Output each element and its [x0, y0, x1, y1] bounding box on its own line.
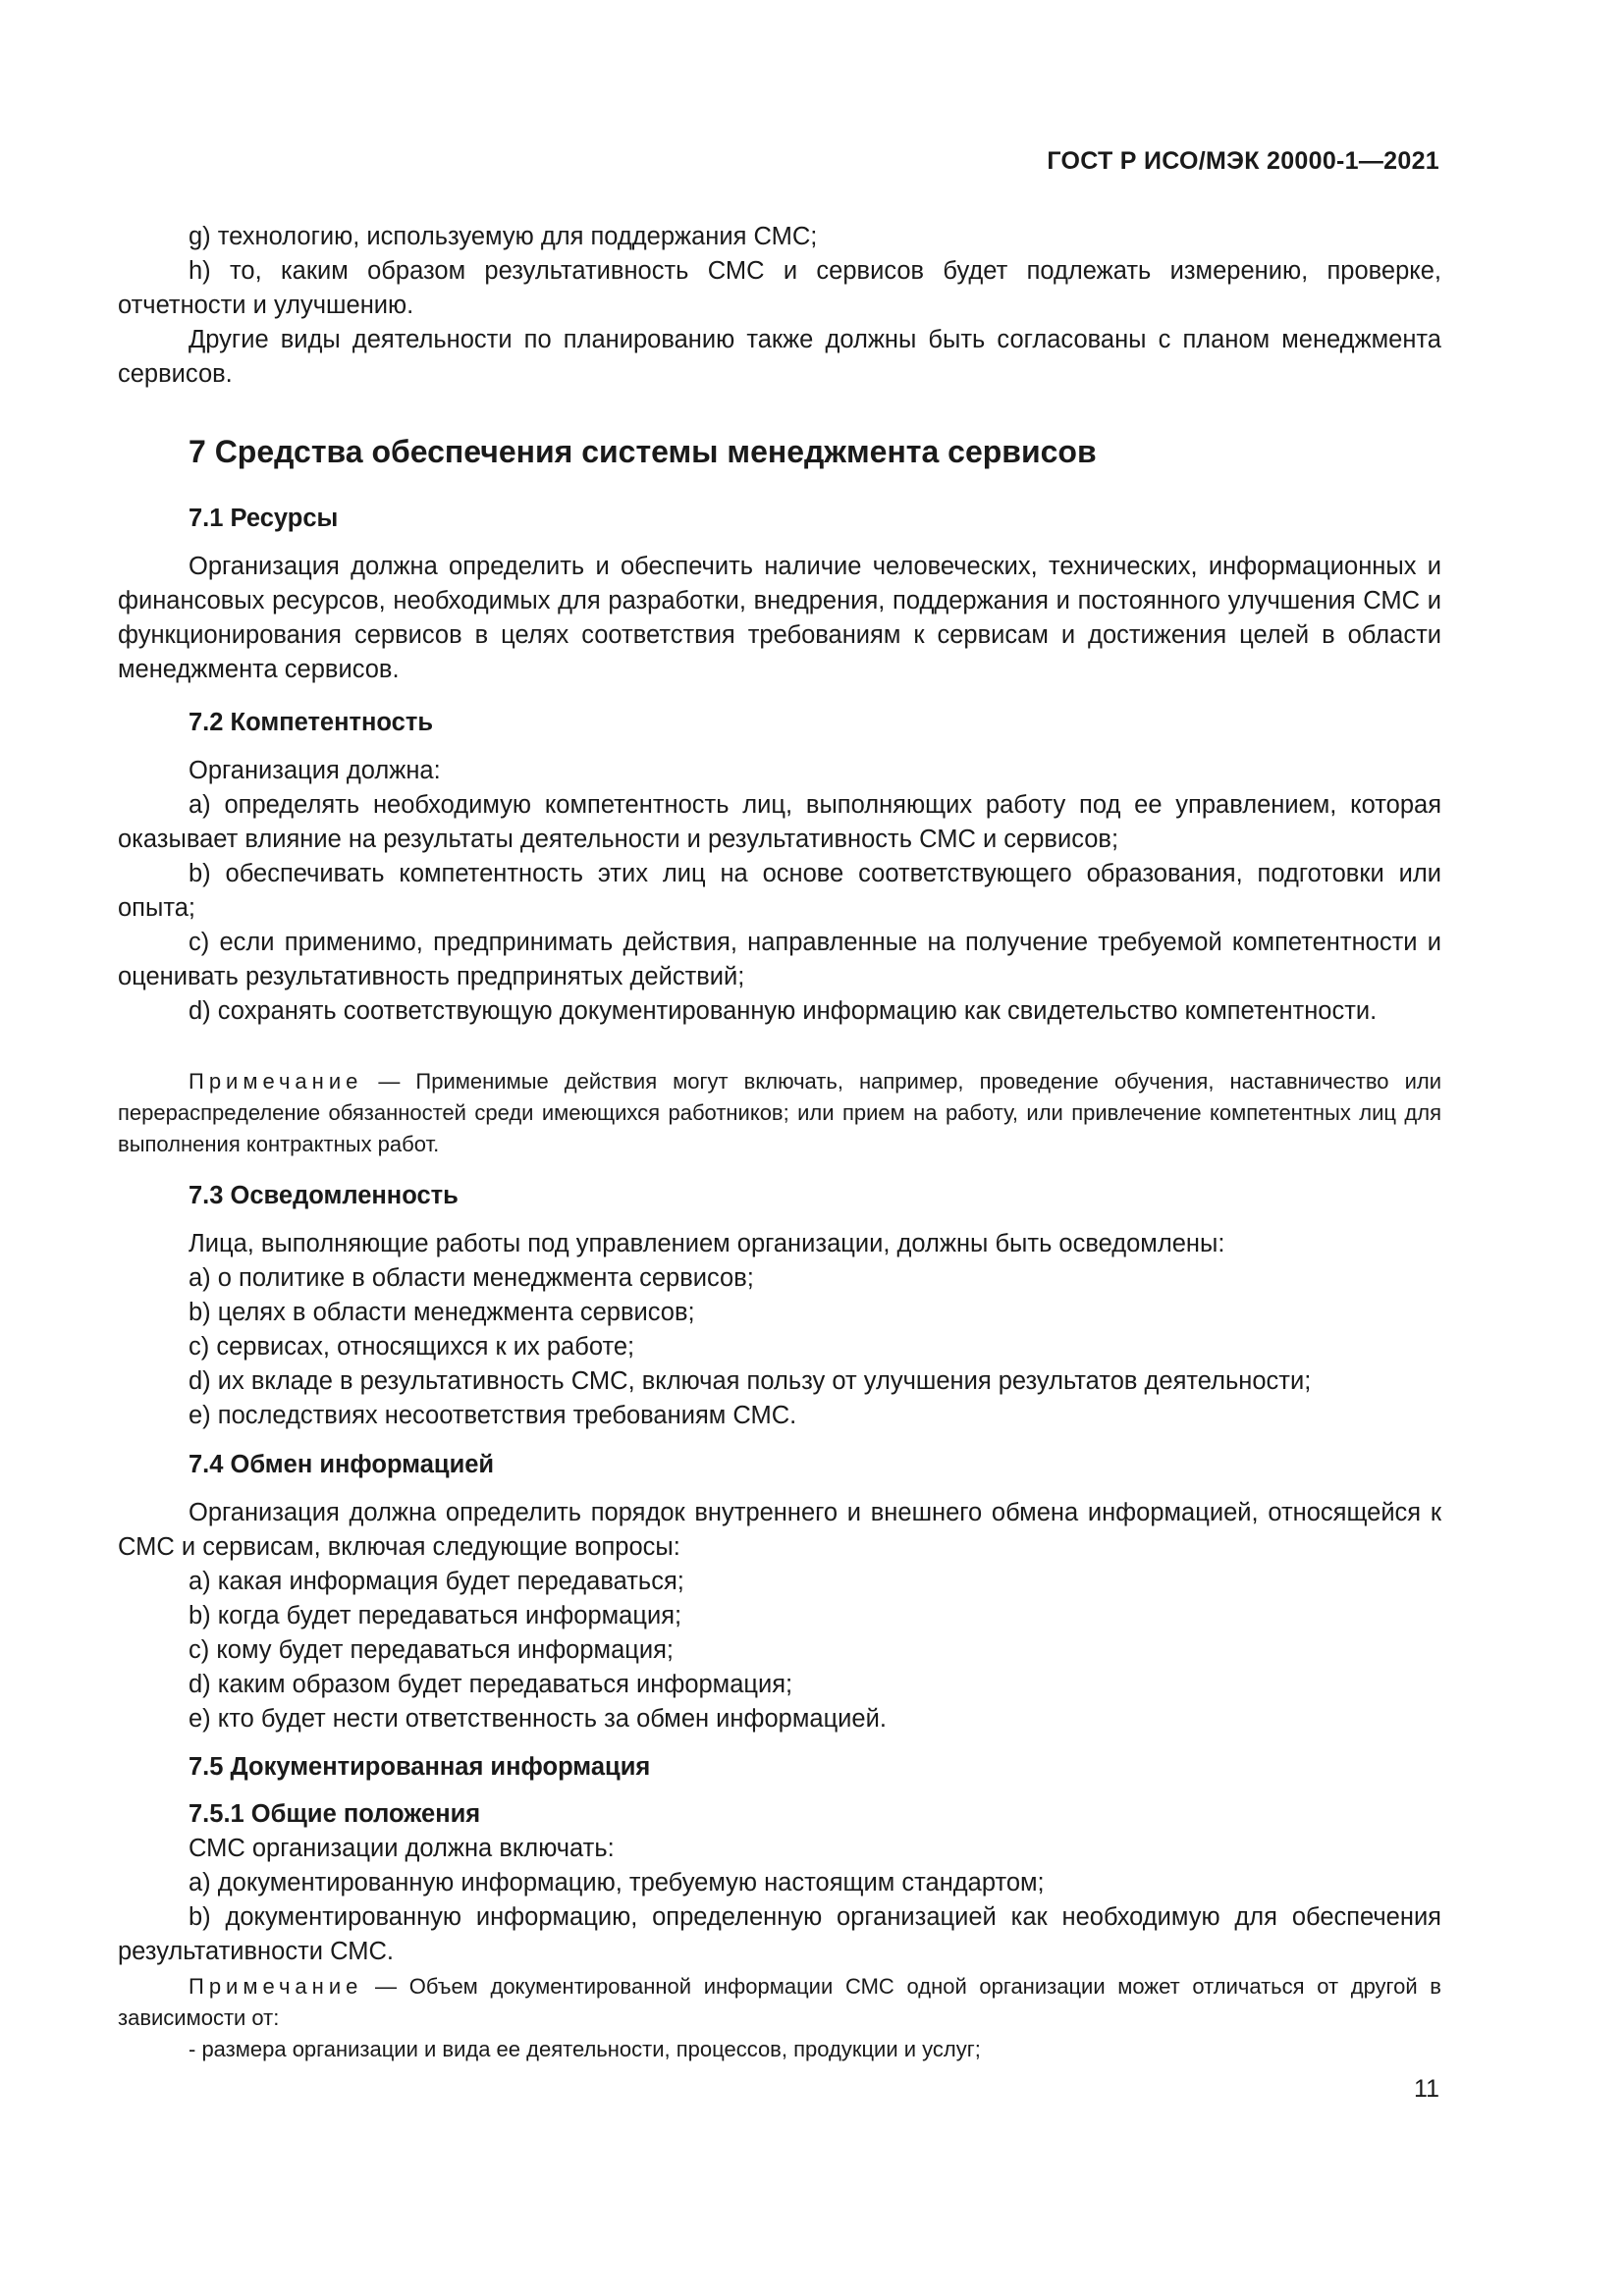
list-item-b: b) когда будет передаваться информация; [189, 1602, 682, 1629]
paragraph-intro: Лица, выполняющие работы под управлением организации, должны быть осведомлены: [189, 1230, 1225, 1257]
document-header: ГОСТ Р ИСО/МЭК 20000-1—2021 [1047, 147, 1439, 175]
list-item-a: a) какая информация будет передаваться; [189, 1568, 684, 1595]
section-7-5-1-title: 7.5.1 Общие положения [189, 1800, 481, 1828]
list-item-b: b) целях в области менеджмента сервисов; [189, 1299, 695, 1326]
note-label: Примечание [189, 1974, 363, 1999]
section-7-5-title: 7.5 Документированная информация [189, 1753, 651, 1781]
section-7-4-body [118, 1496, 1441, 1736]
list-item-a: a) документированную информацию, требуемую настоящим стандартом; [189, 1869, 1045, 1896]
paragraph-intro: Организация должна: [189, 757, 441, 784]
note-text: — Объем документированной информации СМС одной организации может отличаться от другой в зависимости от: [118, 1974, 1441, 2030]
paragraph-resources: Организация должна определить и обеспечить наличие человеческих, технических, информационных и финансовых ресурсов, необходимых для разработки, внедрения, поддержания и постоянного улучшения СМС и функционирования сервисов в целях соответствия требованиям к сервисам и достижения целей в области менеджмента сервисов. [118, 553, 1441, 683]
list-item-c: c) кому будет передаваться информация; [189, 1636, 675, 1664]
section-7-5-1-body [118, 1832, 1441, 1969]
intro-block [118, 220, 1441, 392]
list-item-e: e) последствиях несоответствия требованиям СМС. [189, 1402, 797, 1429]
list-item-d: d) каким образом будет передаваться информация; [189, 1671, 793, 1698]
list-item-g: g) технологию, используемую для поддержания СМС; [189, 223, 818, 250]
list-item-d: d) сохранять соответствующую документированную информацию как свидетельство компетентности. [189, 997, 1378, 1025]
paragraph-intro: Организация должна определить порядок внутреннего и внешнего обмена информацией, относящейся к СМС и сервисам, включая следующие вопросы: [118, 1499, 1441, 1561]
section-7-title: 7 Средства обеспечения системы менеджмента сервисов [189, 434, 1097, 469]
section-7-2-title: 7.2 Компетентность [189, 709, 433, 736]
section-7-2-body [118, 754, 1441, 1029]
page-number: 11 [1414, 2075, 1439, 2103]
section-7-1-body [118, 550, 1441, 687]
list-item-c: c) если применимо, предпринимать действия, направленные на получение требуемой компетентности и оценивать результативность предпринятых действий; [118, 929, 1441, 990]
note-text: — Применимые действия могут включать, например, проведение обучения, наставничество или перераспределение обязанностей среди имеющихся работников; или прием на работу, или привлечение компетентных лиц для выполнения контрактных работ. [118, 1069, 1441, 1156]
list-item-d: d) их вкладе в результативность СМС, включая пользу от улучшения результатов деятельности; [189, 1367, 1312, 1395]
list-item-b: b) документированную информацию, определенную организацией как необходимую для обеспечения результативности СМС. [118, 1903, 1441, 1965]
list-item-c: c) сервисах, относящихся к их работе; [189, 1333, 635, 1361]
list-item-b: b) обеспечивать компетентность этих лиц на основе соответствующего образования, подготовки или опыта; [118, 860, 1441, 922]
paragraph-other-activities: Другие виды деятельности по планированию также должны быть согласованы с планом менеджмента сервисов. [118, 326, 1441, 388]
section-7-3-title: 7.3 Осведомленность [189, 1182, 459, 1209]
list-item-e: e) кто будет нести ответственность за обмен информацией. [189, 1705, 887, 1733]
note-list-item: - размера организации и вида ее деятельности, процессов, продукции и услуг; [189, 2037, 981, 2061]
paragraph-intro: СМС организации должна включать: [189, 1835, 615, 1862]
section-7-3-body [118, 1227, 1441, 1433]
note-7-5-1 [118, 1971, 1441, 2065]
section-7-4-title: 7.4 Обмен информацией [189, 1451, 495, 1478]
note-label: Примечание [189, 1069, 363, 1094]
list-item-a: a) определять необходимую компетентность лиц, выполняющих работу под ее управлением, которая оказывает влияние на результаты деятельности и результативность СМС и сервисов; [118, 791, 1441, 853]
list-item-h: h) то, каким образом результативность СМС и сервисов будет подлежать измерению, проверке, отчетности и улучшению. [118, 257, 1441, 319]
note-7-2 [118, 1066, 1441, 1160]
list-item-a: a) о политике в области менеджмента сервисов; [189, 1264, 754, 1292]
section-7-1-title: 7.1 Ресурсы [189, 505, 339, 532]
